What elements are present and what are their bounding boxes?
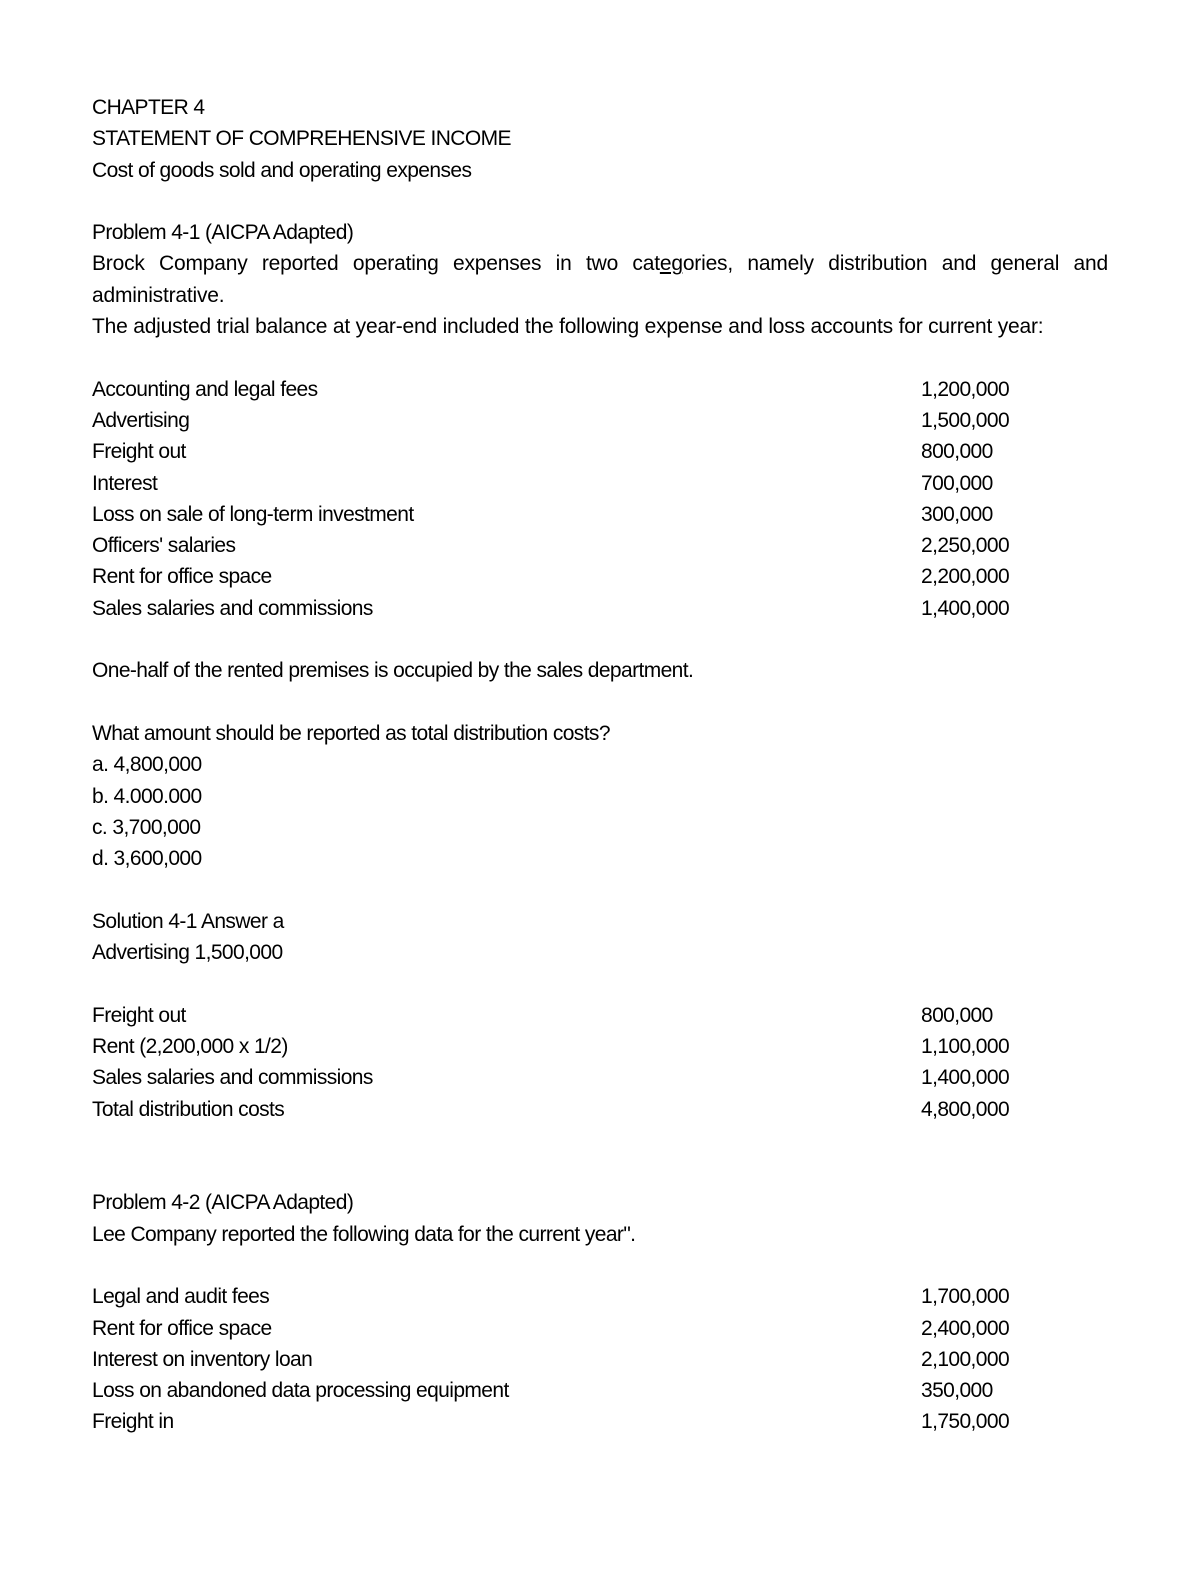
solution-label: Freight out [92,1003,186,1027]
choice-c: c. 3,700,000 [92,815,201,839]
item-label: Freight in [92,1410,174,1434]
problem-1-intro [92,248,1108,311]
table-row [92,561,1108,592]
choice-a: a. 4,800,000 [92,753,202,777]
account-label: Interest [92,471,158,495]
problem-2-heading: Problem 4-2 (AICPA Adapted) [92,1191,354,1215]
account-amount: 300,000 [921,502,993,526]
account-amount: 800,000 [921,440,993,464]
table-row [92,593,1108,624]
spacer [92,624,1108,655]
item-amount: 1,750,000 [921,1410,1010,1434]
account-label: Rent for office space [92,565,272,589]
problem-1-intro-underlined: eg [659,252,683,276]
problem-1-trial-balance-text: The adjusted trial balance at year-end included the following expense and loss accounts for current year: [92,315,1044,339]
item-label: Rent for office space [92,1316,272,1340]
table-row [92,1000,1108,1031]
table-row [92,1062,1108,1093]
solution-amount: 1,100,000 [921,1034,1010,1058]
chapter-subtitle: Cost of goods sold and operating expenses [92,158,472,182]
table-row [92,468,1108,499]
problem-2-table [92,1281,1108,1437]
table-row [92,499,1108,530]
spacer [92,1125,1108,1188]
account-amount: 2,200,000 [921,565,1010,589]
table-row [92,1375,1108,1406]
solution-amount: 800,000 [921,1003,993,1027]
spacer [92,1250,1108,1281]
account-label: Sales salaries and commissions [92,596,373,620]
spacer [92,968,1108,999]
table-row [92,1031,1108,1062]
problem-1-heading: Problem 4-1 (AICPA Adapted) [92,221,354,245]
account-amount: 1,500,000 [921,408,1010,432]
solution-1-table [92,1000,1108,1125]
table-row [92,1406,1108,1437]
account-amount: 2,250,000 [921,534,1010,558]
spacer [92,186,1108,217]
solution-label: Total distribution costs [92,1097,285,1121]
chapter-heading: CHAPTER 4 [92,96,205,119]
account-label: Freight out [92,440,186,464]
item-amount: 2,400,000 [921,1316,1010,1340]
item-label: Interest on inventory loan [92,1347,313,1371]
problem-1-intro-part-2: ories, namely distribution and general and administrative. [92,252,1108,307]
item-amount: 350,000 [921,1379,993,1403]
problem-2-intro: Lee Company reported the following data for the current year". [92,1222,636,1246]
account-amount: 1,200,000 [921,377,1010,401]
table-row [92,530,1108,561]
spacer [92,687,1108,718]
solution-amount: 1,400,000 [921,1066,1010,1090]
problem-1-question: What amount should be reported as total distribution costs? [92,721,610,745]
choice-d: d. 3,600,000 [92,847,202,871]
account-label: Accounting and legal fees [92,377,318,401]
solution-amount: 4,800,000 [921,1097,1010,1121]
item-label: Loss on abandoned data processing equipment [92,1379,509,1403]
table-row [92,1313,1108,1344]
problem-1-note: One-half of the rented premises is occupied by the sales department. [92,659,694,683]
account-amount: 1,400,000 [921,596,1010,620]
spacer [92,342,1108,373]
item-label: Legal and audit fees [92,1285,270,1309]
account-amount: 700,000 [921,471,993,495]
account-label: Advertising [92,408,190,432]
choice-b: b. 4.000.000 [92,784,202,808]
table-row [92,1281,1108,1312]
document-page [92,92,1108,1438]
solution-label: Rent (2,200,000 x 1/2) [92,1034,288,1058]
table-row [92,405,1108,436]
item-amount: 2,100,000 [921,1347,1010,1371]
solution-label: Sales salaries and commissions [92,1066,373,1090]
problem-1-accounts-table [92,374,1108,624]
chapter-title: STATEMENT OF COMPREHENSIVE INCOME [92,127,511,151]
account-label: Officers' salaries [92,534,236,558]
account-label: Loss on sale of long-term investment [92,502,414,526]
table-row [92,1094,1108,1125]
table-row [92,1344,1108,1375]
solution-1-first-line: Advertising 1,500,000 [92,941,283,965]
problem-1-intro-part-1: Brock Company reported operating expenses in two cat [92,252,660,276]
table-row [92,374,1108,405]
solution-1-heading: Solution 4-1 Answer a [92,909,284,933]
spacer [92,874,1108,905]
table-row [92,436,1108,467]
item-amount: 1,700,000 [921,1285,1010,1309]
